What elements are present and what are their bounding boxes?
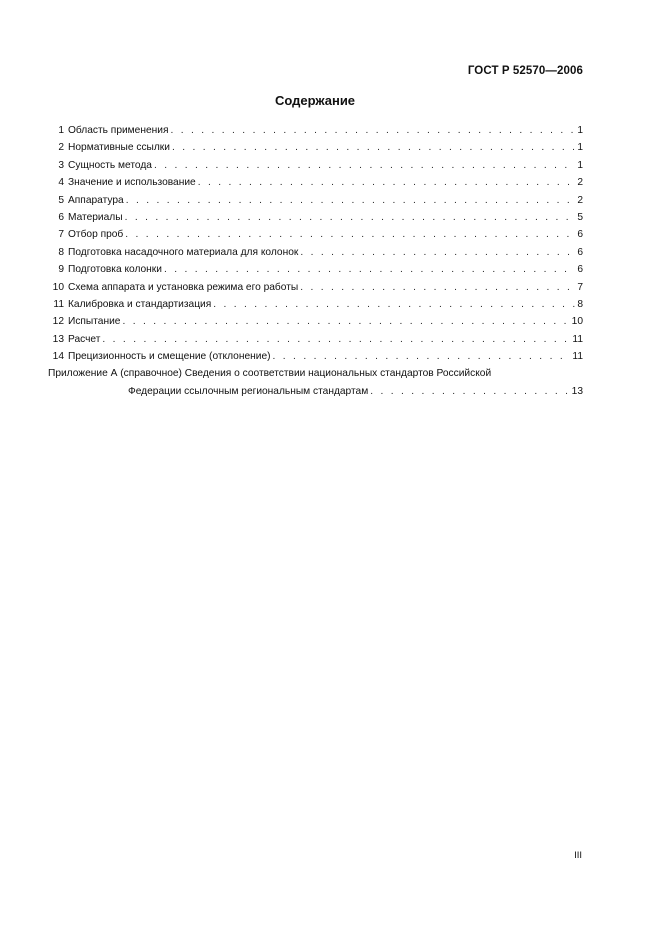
toc-entry[interactable] (48, 142, 583, 159)
toc-entry-label: Расчет (68, 333, 101, 345)
toc-entry[interactable] (48, 229, 583, 246)
toc-leader-dots (273, 351, 571, 362)
toc-leader-dots (370, 386, 569, 397)
toc-entry[interactable] (48, 316, 583, 333)
toc-entry-number: 11 (53, 298, 64, 310)
toc-entry-page: 8 (577, 298, 583, 310)
toc-entry-number: 4 (58, 177, 64, 189)
toc-entry-page: 2 (577, 177, 583, 189)
toc-entry-label: Подготовка колонки (68, 264, 162, 276)
toc-leader-dots (125, 229, 575, 240)
toc-entry[interactable] (48, 177, 583, 194)
toc-entry-page: 1 (577, 142, 583, 154)
toc-annex-heading[interactable]: Приложение А (справочное) Сведения о соответствии национальных стандартов Российской (48, 368, 492, 380)
toc-entry-page: 1 (577, 159, 583, 171)
toc-entry[interactable] (48, 212, 583, 229)
toc-leader-dots (172, 142, 575, 153)
toc-entry-number: 9 (58, 264, 64, 276)
toc-entry[interactable] (48, 160, 583, 177)
toc-entry[interactable] (48, 351, 583, 368)
toc-entry[interactable] (48, 125, 583, 142)
toc-entry-label: Отбор проб (68, 229, 124, 241)
toc-entry-page: 11 (572, 333, 583, 345)
toc-leader-dots (102, 334, 570, 345)
toc-entry-page: 11 (572, 351, 583, 363)
toc-entry-page: 10 (571, 316, 583, 328)
toc-entry-label: Подготовка насадочного материала для колонок (68, 246, 299, 258)
toc-entry-number: 3 (58, 159, 64, 171)
toc-entry-page: 1 (577, 125, 583, 136)
toc-annex-label: Федерации ссылочным региональным стандартам (128, 385, 369, 397)
page-number: III (574, 850, 582, 861)
toc-entry-number: 7 (58, 229, 64, 241)
toc-leader-dots (154, 160, 575, 171)
toc-entry[interactable] (48, 299, 583, 316)
toc-entry-number: 13 (52, 333, 64, 345)
toc-leader-dots (300, 282, 575, 293)
toc-entry-label: Область применения (68, 125, 169, 136)
toc-entry-number: 5 (58, 194, 64, 206)
toc-entry-number: 2 (58, 142, 64, 154)
toc-entry-number: 12 (52, 316, 64, 328)
toc-entry[interactable] (48, 334, 583, 351)
toc-entry-label: Значение и использование (68, 177, 196, 189)
toc-entry-label: Сущность метода (68, 159, 152, 171)
toc-entry[interactable] (48, 247, 583, 264)
table-of-contents (48, 125, 583, 403)
toc-annex-page: 13 (571, 385, 583, 397)
toc-leader-dots (198, 177, 576, 188)
toc-leader-dots (126, 195, 576, 206)
document-code: ГОСТ Р 52570—2006 (467, 65, 583, 77)
toc-title: Содержание (274, 93, 356, 108)
toc-entry-number: 1 (58, 125, 64, 136)
toc-entry-page: 5 (577, 211, 583, 223)
toc-entry-label: Материалы (68, 211, 123, 223)
toc-leader-dots (170, 125, 575, 136)
toc-entry-number: 6 (58, 211, 64, 223)
toc-entry-page: 7 (577, 281, 583, 293)
toc-leader-dots (164, 264, 575, 275)
toc-entry-number: 14 (52, 351, 64, 363)
toc-entry-number: 8 (58, 246, 64, 258)
toc-entry[interactable] (48, 195, 583, 212)
toc-entry[interactable] (48, 264, 583, 281)
toc-entry[interactable] (48, 282, 583, 299)
toc-entry-page: 6 (577, 264, 583, 276)
toc-entry-page: 6 (577, 246, 583, 258)
toc-entry-label: Аппаратура (68, 194, 124, 206)
toc-annex-entry[interactable] (48, 386, 583, 403)
toc-leader-dots (300, 247, 575, 258)
toc-entry-page: 2 (577, 194, 583, 206)
toc-entry-label: Испытание (68, 316, 121, 328)
toc-leader-dots (125, 212, 576, 223)
toc-entry-label: Схема аппарата и установка режима его работы (68, 281, 299, 293)
toc-entry-page: 6 (577, 229, 583, 241)
toc-entry-label: Прецизионность и смещение (отклонение) (68, 351, 271, 363)
toc-entry-number: 10 (52, 281, 64, 293)
toc-entry-label: Нормативные ссылки (68, 142, 170, 154)
toc-leader-dots (122, 316, 569, 327)
toc-entry-label: Калибровка и стандартизация (68, 298, 212, 310)
toc-leader-dots (213, 299, 575, 310)
